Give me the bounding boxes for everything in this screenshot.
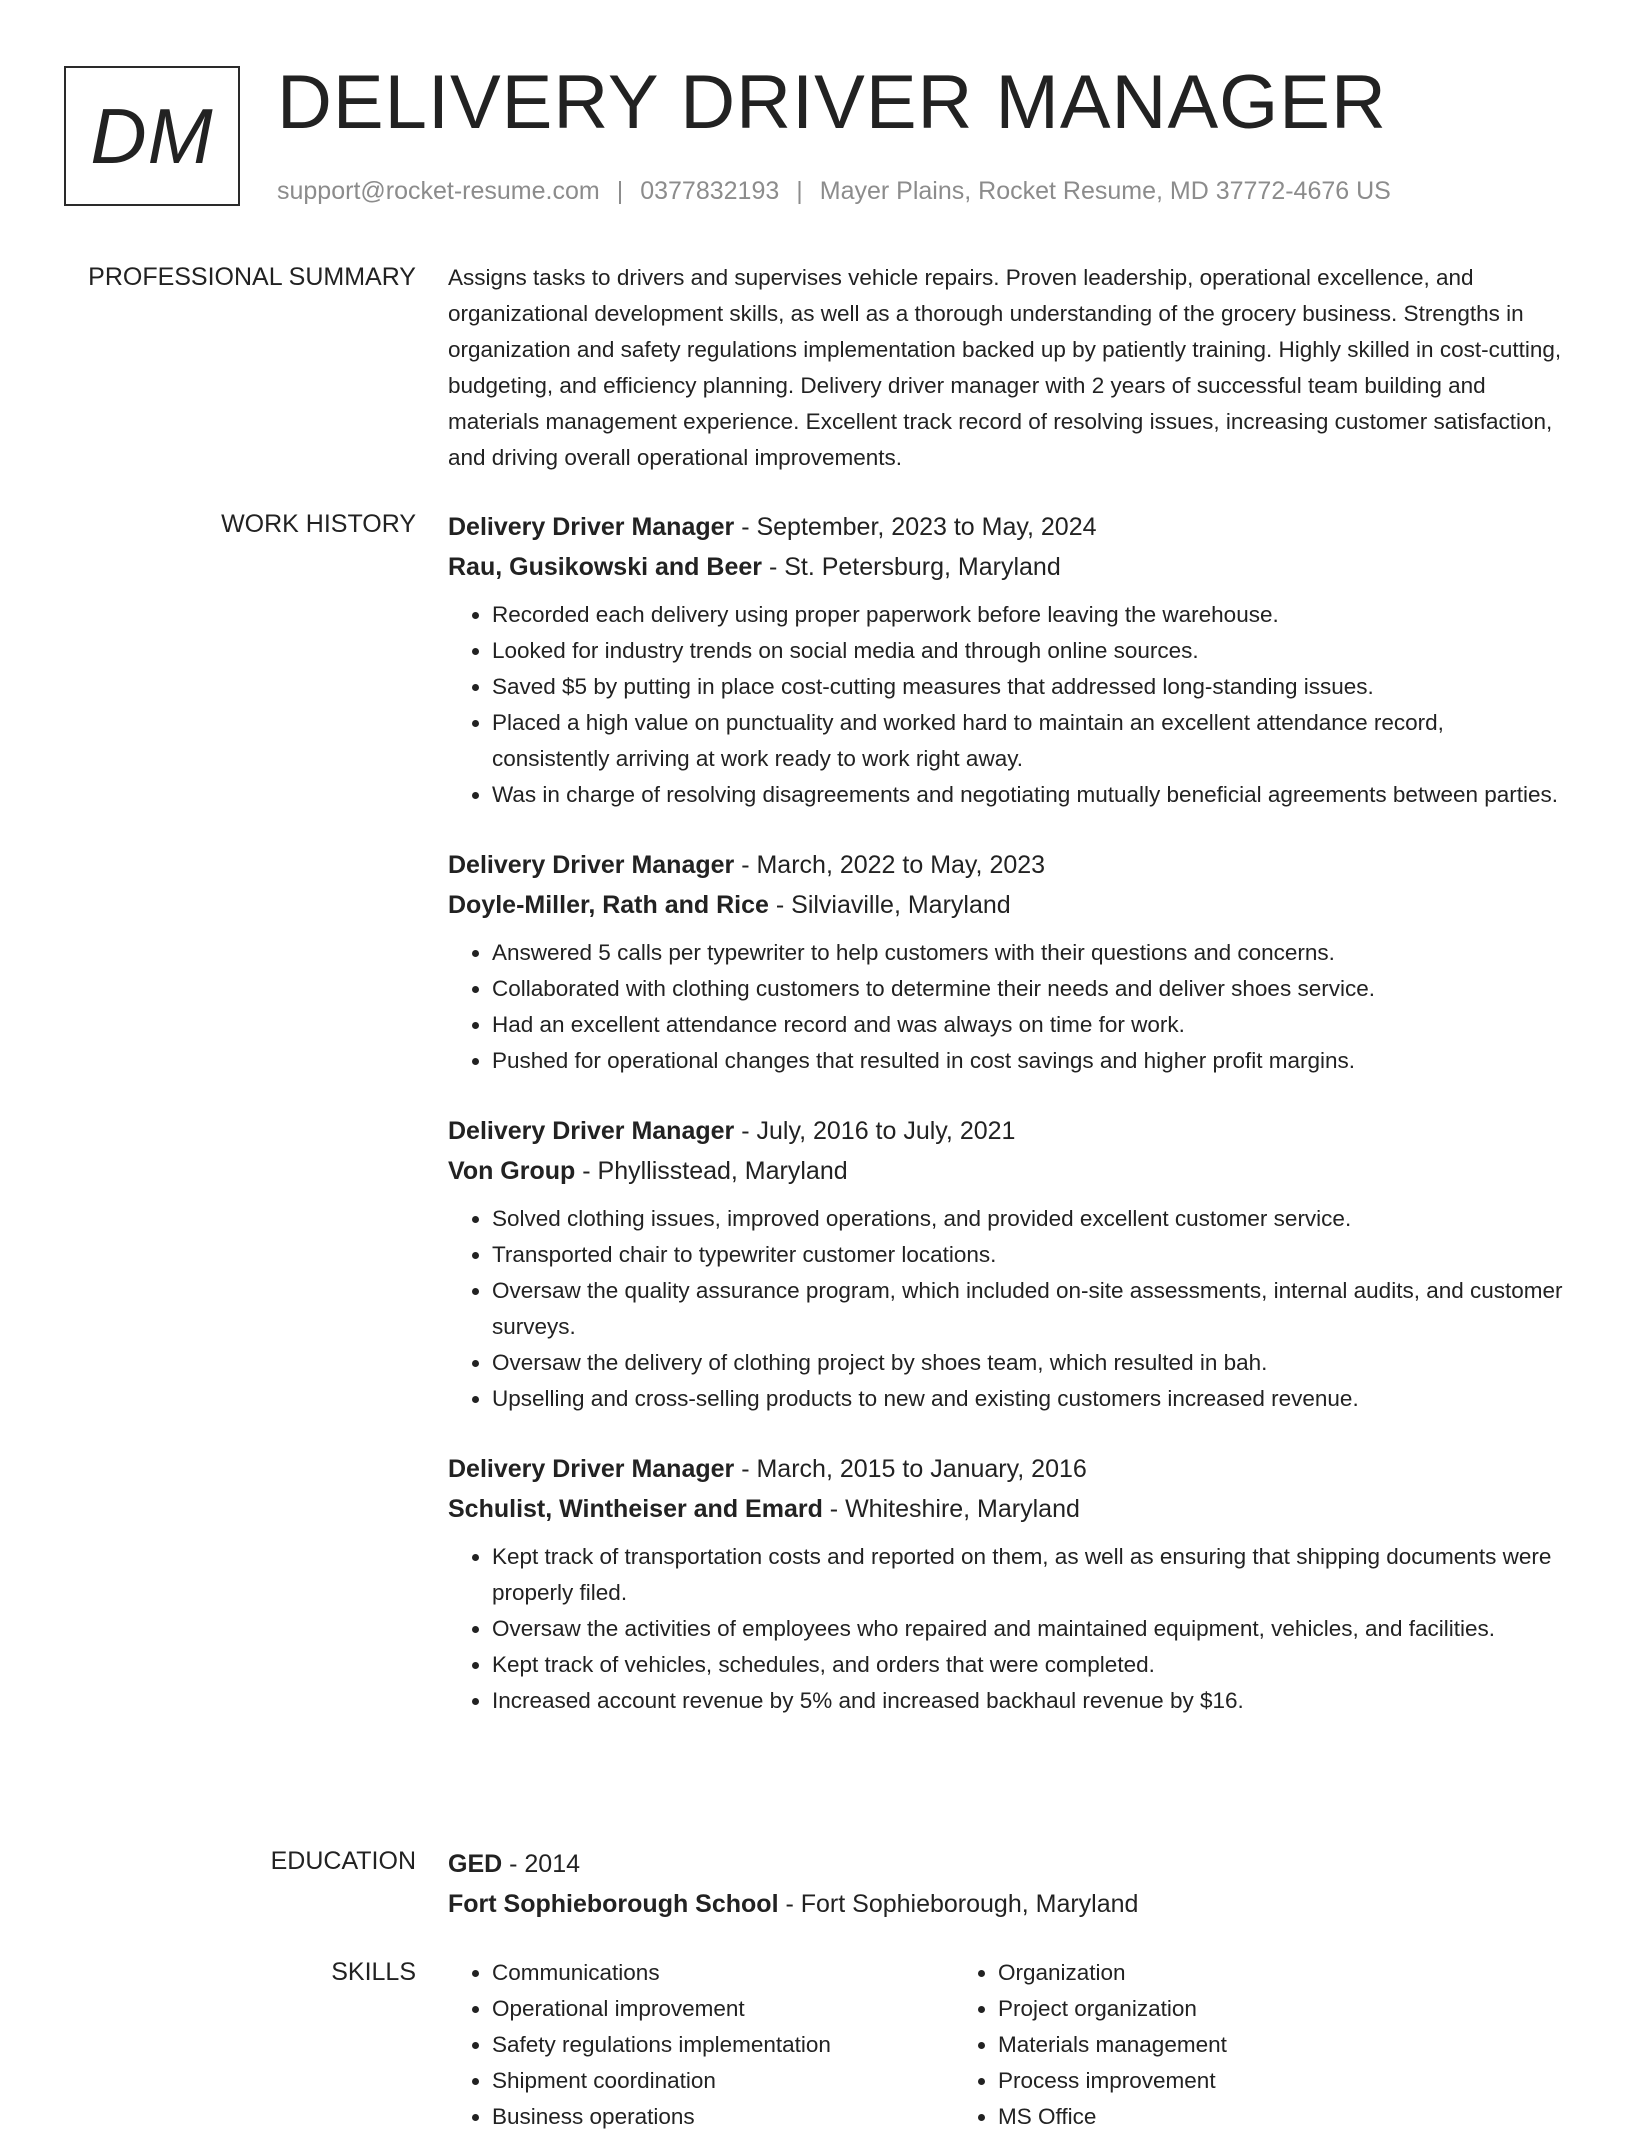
skill-item: • Materials management — [998, 2027, 1460, 2063]
skills-list-left — [448, 1955, 954, 2135]
section-label-summary: PROFESSIONAL SUMMARY — [88, 263, 416, 291]
skills-list-right — [954, 1955, 1460, 2135]
section-label-skills: SKILLS — [331, 1958, 416, 1986]
job-bullet: • Kept track of transportation costs and reported on them, as well as ensuring that shipping documents were properly filed. — [492, 1539, 1563, 1611]
job-bullet: • Kept track of vehicles, schedules, and orders that were completed. — [492, 1647, 1563, 1683]
job-bullet: • Oversaw the activities of employees who repaired and maintained equipment, vehicles, and facilities. — [492, 1611, 1563, 1647]
job-bullet: • Increased account revenue by 5% and increased backhaul revenue by $16. — [492, 1683, 1563, 1719]
job-location: - St. Petersburg, Maryland — [762, 553, 1061, 581]
job-bullets — [448, 1201, 1563, 1417]
job-company: Schulist, Wintheiser and Emard — [448, 1495, 823, 1523]
job-entry — [448, 845, 1563, 1079]
job-entry — [448, 1111, 1563, 1417]
education-school: Fort Sophieborough School — [448, 1890, 779, 1918]
job-location: - Whiteshire, Maryland — [822, 1495, 1080, 1523]
job-bullet: • Looked for industry trends on social media and through online sources. — [492, 633, 1563, 669]
job-location: - Silviaville, Maryland — [768, 891, 1011, 919]
skill-item: • Project organization — [998, 1991, 1460, 2027]
job-bullet: • Placed a high value on punctuality and worked hard to maintain an excellent attendance record, consistently arriving at work ready to work right away. — [492, 705, 1563, 777]
job-bullet: • Transported chair to typewriter customer locations. — [492, 1237, 1563, 1273]
job-bullet: • Collaborated with clothing customers to determine their needs and deliver shoes service. — [492, 971, 1563, 1007]
skill-item: • Communications — [492, 1955, 954, 1991]
job-bullets — [448, 1539, 1563, 1719]
job-bullet: • Had an excellent attendance record and was always on time for work. — [492, 1007, 1563, 1043]
job-company-line — [448, 885, 1563, 925]
job-company-line — [448, 1489, 1563, 1529]
job-bullets — [448, 935, 1563, 1079]
monogram: DM — [64, 66, 240, 206]
job-title: Delivery Driver Manager — [448, 1455, 735, 1483]
job-bullet: • Saved $5 by putting in place cost-cutting measures that addressed long-standing issues. — [492, 669, 1563, 705]
job-bullet: • Answered 5 calls per typewriter to help customers with their questions and concerns. — [492, 935, 1563, 971]
page-title: DELIVERY DRIVER MANAGER — [277, 60, 1387, 145]
skill-item: • Process improvement — [998, 2063, 1460, 2099]
job-location: - Phyllisstead, Maryland — [575, 1157, 848, 1185]
job-dates: - March, 2015 to January, 2016 — [734, 1455, 1087, 1483]
job-title: Delivery Driver Manager — [448, 513, 735, 541]
job-title-line — [448, 1111, 1563, 1151]
job-bullet: • Solved clothing issues, improved operations, and provided excellent customer service. — [492, 1201, 1563, 1237]
job-bullet: • Pushed for operational changes that resulted in cost savings and higher profit margins. — [492, 1043, 1563, 1079]
job-entry — [448, 1449, 1563, 1719]
job-title-line — [448, 1449, 1563, 1489]
contact-address: Mayer Plains, Rocket Resume, MD 37772-4676 US — [819, 177, 1391, 205]
job-title: Delivery Driver Manager — [448, 851, 735, 879]
education-year: - 2014 — [502, 1850, 581, 1878]
education-school-line — [448, 1884, 1563, 1924]
section-label-work-history: WORK HISTORY — [221, 510, 416, 538]
job-bullet: • Recorded each delivery using proper paperwork before leaving the warehouse. — [492, 597, 1563, 633]
job-bullet: • Oversaw the quality assurance program, which included on-site assessments, internal audits, and customer surveys. — [492, 1273, 1563, 1345]
skill-item: • Operational improvement — [492, 1991, 954, 2027]
skill-item: • Organization — [998, 1955, 1460, 1991]
job-company: Doyle-Miller, Rath and Rice — [448, 891, 769, 919]
contact-email[interactable]: support@rocket-resume.com — [277, 177, 600, 205]
job-title-line — [448, 845, 1563, 885]
job-dates: - July, 2016 to July, 2021 — [734, 1117, 1016, 1145]
job-bullet: • Was in charge of resolving disagreements and negotiating mutually beneficial agreements between parties. — [492, 777, 1563, 813]
skill-item: • MS Office — [998, 2099, 1460, 2135]
summary-text: Assigns tasks to drivers and supervises vehicle repairs. Proven leadership, operational excellence, and organizational development skills, as well as a thorough understanding of the grocery business. Strengths in organization and safety regulations implementation backed up by patiently training. Highly skilled in cost-cutting, budgeting, and efficiency planning. Delivery driver manager with 2 years of successful team building and materials management experience. Excellent track record of resolving issues, increasing customer satisfaction, and driving overall operational improvements. — [448, 265, 1562, 470]
education-location: - Fort Sophieborough, Maryland — [778, 1890, 1139, 1918]
skill-item: • Safety regulations implementation — [492, 2027, 954, 2063]
job-company: Von Group — [448, 1157, 576, 1185]
job-bullet: • Upselling and cross-selling products to new and existing customers increased revenue. — [492, 1381, 1563, 1417]
job-company-line — [448, 547, 1563, 587]
job-title: Delivery Driver Manager — [448, 1117, 735, 1145]
skill-item: • Shipment coordination — [492, 2063, 954, 2099]
job-company: Rau, Gusikowski and Beer — [448, 553, 762, 581]
skill-item: • Business operations — [492, 2099, 954, 2135]
contact-line — [277, 174, 1391, 208]
education-degree-line — [448, 1844, 1563, 1884]
job-bullets — [448, 597, 1563, 813]
contact-separator: | — [796, 177, 803, 205]
job-entry — [448, 507, 1563, 813]
job-dates: - September, 2023 to May, 2024 — [734, 513, 1097, 541]
job-title-line — [448, 507, 1563, 547]
contact-phone[interactable]: 0377832193 — [640, 177, 780, 205]
job-company-line — [448, 1151, 1563, 1191]
job-bullet: • Oversaw the delivery of clothing project by shoes team, which resulted in bah. — [492, 1345, 1563, 1381]
section-label-education: EDUCATION — [270, 1847, 416, 1875]
job-dates: - March, 2022 to May, 2023 — [734, 851, 1046, 879]
education-degree: GED — [448, 1850, 503, 1878]
contact-separator: | — [616, 177, 624, 205]
